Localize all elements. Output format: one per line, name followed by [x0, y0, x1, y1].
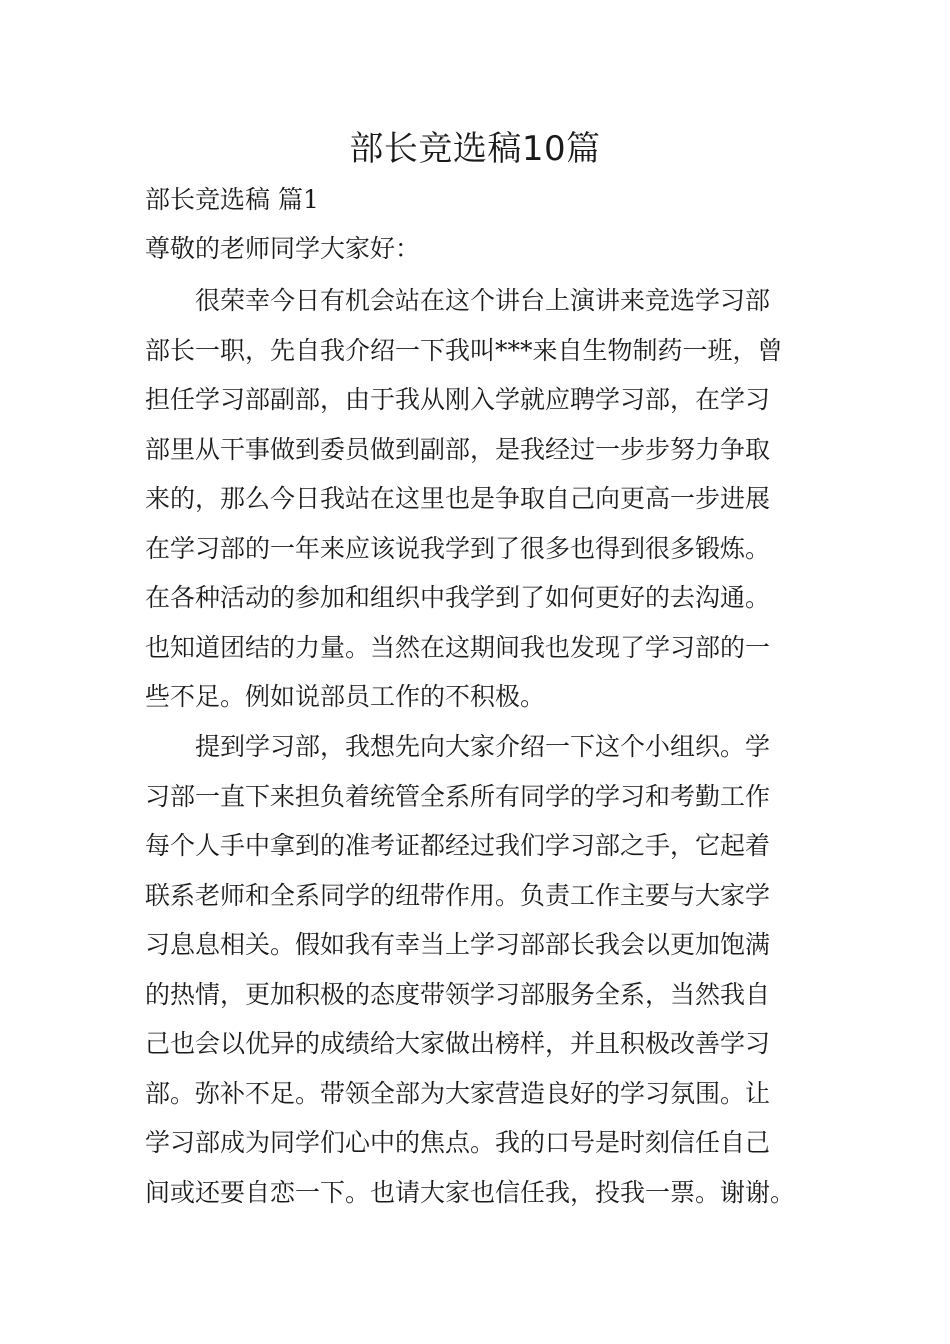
- paragraph-line: 提到学习部，我想先向大家介绍一下这个小组织。学: [195, 732, 771, 761]
- paragraph-line: 的热情，更加积极的态度带领学习部服务全系，当然我自: [145, 979, 771, 1009]
- greeting-line: 尊敬的老师同学大家好：: [145, 234, 421, 263]
- paragraph-line: 每个人手中拿到的准考证都经过我们学习部之手，它起着: [145, 831, 771, 860]
- paragraph-line: 些不足。例如说部员工作的不积极。: [145, 682, 546, 711]
- paragraph-line: 也知道团结的力量。当然在这期间我也发现了学习部的一: [145, 632, 771, 662]
- paragraph-line: 己也会以优异的成绩给大家做出榜样，并且积极改善学习: [145, 1029, 771, 1058]
- paragraph-line: 部里从干事做到委员做到副部，是我经过一步步努力争取: [145, 434, 771, 464]
- document-title: 部长竞选稿10篇: [349, 129, 601, 169]
- paragraph-line: 学习部成为同学们心中的焦点。我的口号是时刻信任自己: [145, 1128, 771, 1157]
- paragraph-line: 习部一直下来担负着统管全系所有同学的学习和考勤工作: [145, 781, 771, 811]
- paragraph-line: 在各种活动的参加和组织中我学到了如何更好的去沟通。: [145, 583, 771, 612]
- paragraph-line: 来的，那么今日我站在这里也是争取自己向更高一步进展: [145, 484, 771, 513]
- paragraph-line: 部。弥补不足。带领全部为大家营造良好的学习氛围。让: [145, 1078, 771, 1108]
- paragraph-line: 联系老师和全系同学的纽带作用。负责工作主要与大家学: [145, 880, 771, 910]
- paragraph-line: 很荣幸今日有机会站在这个讲台上演讲来竞选学习部: [195, 286, 771, 315]
- section-heading: 部长竞选稿 篇1: [145, 185, 319, 214]
- paragraph-2: [145, 722, 810, 1217]
- paragraph-line: 部长一职，先自我介绍一下我叫***来自生物制药一班，曾: [145, 335, 783, 365]
- paragraph-line: 在学习部的一年来应该说我学到了很多也得到很多锻炼。: [145, 533, 771, 563]
- paragraph-line: 习息息相关。假如我有幸当上学习部部长我会以更加饱满: [145, 930, 771, 959]
- paragraph-line: 担任学习部副部，由于我从刚入学就应聘学习部，在学习: [145, 385, 771, 414]
- paragraph-1: [145, 276, 810, 722]
- paragraph-line: 间或还要自恋一下。也请大家也信任我，投我一票。谢谢。: [145, 1177, 796, 1207]
